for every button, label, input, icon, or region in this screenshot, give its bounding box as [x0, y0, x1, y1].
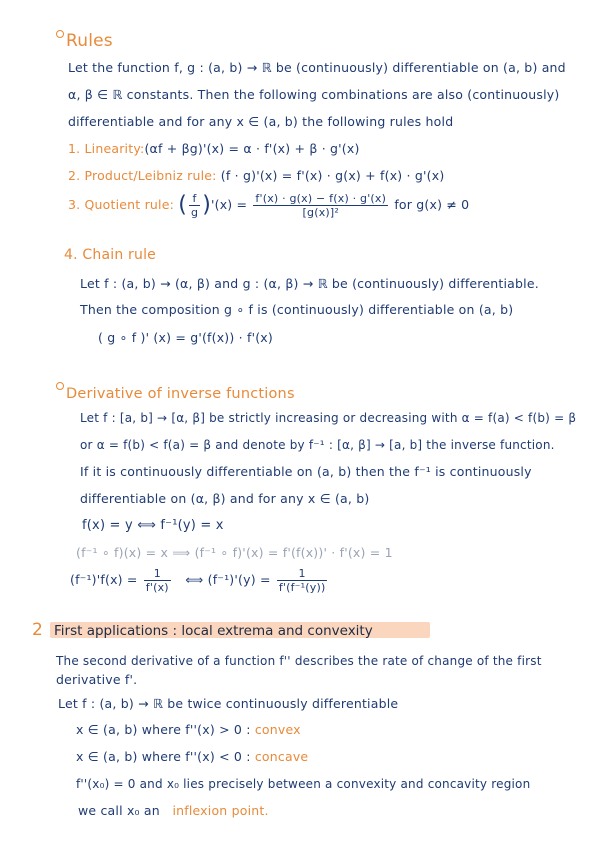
inverse-equivalence: f(x) = y ⟺ f⁻¹(y) = x — [82, 518, 224, 533]
inverse-derivation: (f⁻¹ ∘ f)(x) = x ⟹ (f⁻¹ ∘ f)'(x) = f'(f(x))' · f'(x) = 1 — [76, 545, 393, 560]
chain-rule-line1: Let f : (a, b) → (α, β) and g : (α, β) → ℝ be (continuously) differentiable. — [80, 276, 539, 291]
rule-linearity — [68, 141, 360, 157]
concave-word: concave — [254, 749, 309, 764]
inverse-result — [70, 566, 329, 594]
quotient-rhs-fraction — [253, 192, 388, 219]
quotient-rhs-den: [g(x)]² — [302, 206, 339, 219]
section2-para3: Let f : (a, b) → ℝ be twice continuously differentiable — [58, 696, 399, 711]
inverse-line1: Let f : [a, b] → [α, β] be strictly increasing or decreasing with α = f(a) < f(b) = β — [80, 411, 577, 425]
rules-heading-text: Rules — [66, 31, 113, 51]
inflexion-line — [78, 803, 269, 819]
inverse-frac1-num: 1 — [144, 567, 171, 581]
rules-intro-line3: differentiable and for any x ∈ (a, b) the following rules hold — [68, 114, 454, 129]
section-number: 2 — [32, 620, 43, 640]
rule-product — [68, 168, 444, 184]
inverse-frac2-den: f'(f⁻¹(y)) — [278, 581, 326, 594]
bullet-icon — [56, 30, 64, 38]
rule-quotient: 3. Quotient rule: ( $\frac{f}{g}$ )'(x) = $\frac{f'(x) \cdot g(x) - f(x) \cdot g'(x)}{\text{[g(x)]²}}$ for g(x) ≠ 0 — [68, 192, 470, 219]
section-title: First applications : local extrema and convexity — [54, 623, 373, 639]
chain-rule-formula: ( g ∘ f )' (x) = g'(f(x)) · f'(x) — [98, 330, 273, 345]
inverse-line3: If it is continuously differentiable on (a, b) then the f⁻¹ is continuously — [80, 464, 532, 479]
quotient-lhs-num: f — [189, 192, 200, 206]
inverse-line4: differentiable on (α, β) and for any x ∈ (a, b) — [80, 491, 370, 506]
rule-linearity-formula: (αf + βg)'(x) = α · f'(x) + β · g'(x) — [144, 141, 360, 156]
rules-intro-line1: Let the function f, g : (a, b) → ℝ be (continuously) differentiable on (a, b) and — [68, 60, 566, 75]
inverse-line2: or α = f(b) < f(a) = β and denote by f⁻¹ : [α, β] → [a, b] the inverse function. — [80, 438, 555, 452]
inverse-frac2 — [277, 567, 328, 594]
inverse-frac2-num: 1 — [277, 567, 328, 581]
rule-product-label: 2. Product/Leibniz rule: — [68, 168, 217, 183]
rule-linearity-label: 1. Linearity: — [68, 141, 145, 156]
quotient-lhs-den: g — [191, 206, 199, 219]
rules-intro-line2: α, β ∈ ℝ constants. Then the following combinations are also (continuously) — [68, 87, 560, 102]
inflexion-text: we call x₀ an — [78, 803, 160, 818]
chain-rule-heading: 4. Chain rule — [64, 247, 156, 263]
bullet-icon — [56, 382, 64, 390]
quotient-rhs-num: f'(x) · g(x) − f(x) · g'(x) — [255, 192, 387, 205]
section2-para2: derivative f'. — [56, 672, 138, 687]
inverse-heading — [56, 382, 295, 402]
inverse-heading-text: Derivative of inverse functions — [66, 386, 295, 402]
chain-rule-line2: Then the composition g ∘ f is (continuously) differentiable on (a, b) — [80, 302, 514, 317]
convex-line — [76, 722, 301, 738]
convex-condition: x ∈ (a, b) where f''(x) > 0 : — [76, 722, 251, 737]
inverse-frac1-den: f'(x) — [145, 581, 169, 594]
quotient-mid: '(x) = — [210, 197, 248, 212]
rules-heading — [56, 30, 113, 49]
quotient-condition: for g(x) ≠ 0 — [394, 197, 470, 212]
rule-product-formula: (f · g)'(x) = f'(x) · g(x) + f(x) · g'(x) — [220, 168, 445, 183]
inverse-result-lhs: (f⁻¹)'f(x) = — [70, 572, 138, 587]
convex-word: convex — [254, 722, 301, 737]
inflexion-word: inflexion point. — [172, 803, 269, 818]
inverse-result-mid: ⟺ (f⁻¹)'(y) = — [185, 572, 271, 587]
concave-condition: x ∈ (a, b) where f''(x) < 0 : — [76, 749, 251, 764]
inverse-frac1 — [144, 567, 171, 594]
section2-para1: The second derivative of a function f'' describes the rate of change of the first — [56, 654, 542, 668]
concave-line — [76, 749, 308, 765]
quotient-lhs-fraction — [189, 192, 200, 219]
inflexion-condition: f''(x₀) = 0 and x₀ lies precisely between a convexity and concavity region — [76, 777, 531, 791]
rule-quotient-label: 3. Quotient rule: — [68, 197, 175, 212]
